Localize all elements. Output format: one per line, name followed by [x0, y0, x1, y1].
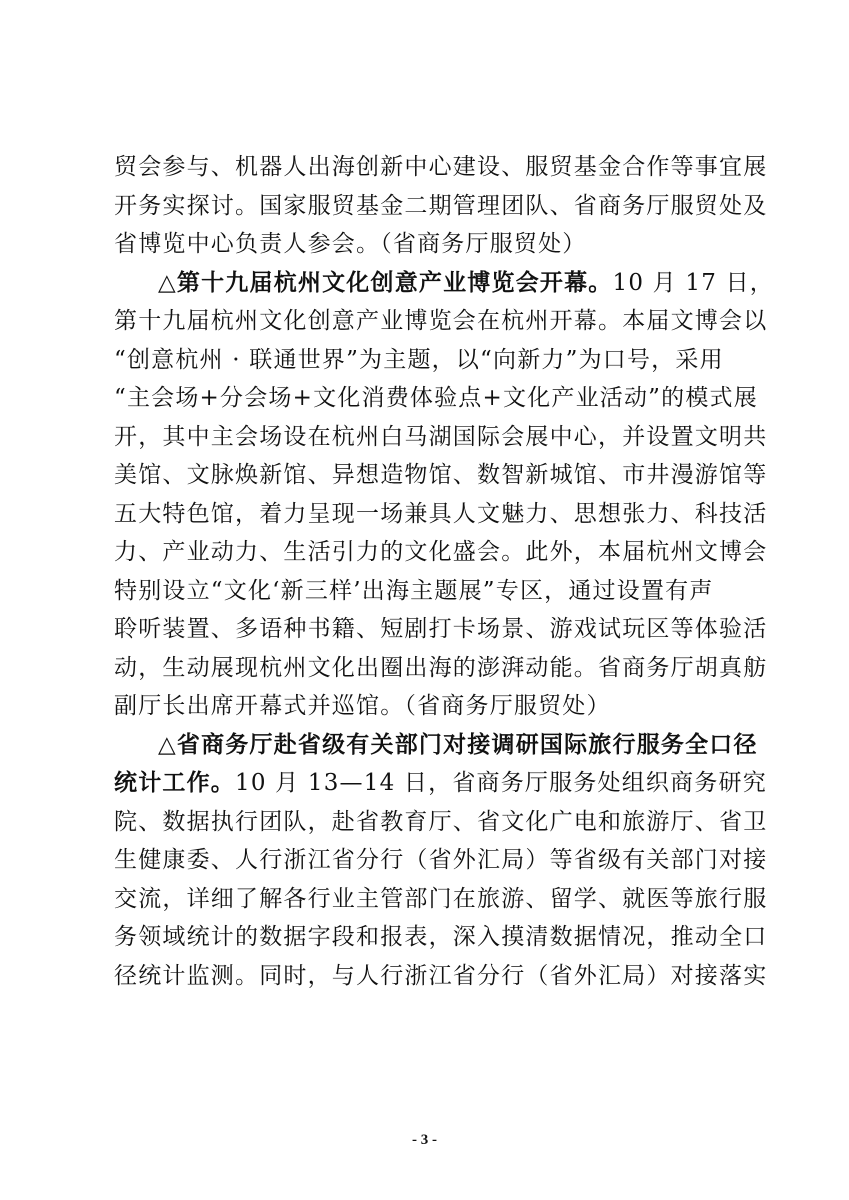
paragraph-2-line-12: 副厅长出席开幕式并巡馆。（省商务厅服贸处）: [114, 693, 611, 719]
paragraph-2-line-8: 力、产业动力、生活引力的文化盛会。此外，本届杭州文博会: [114, 539, 768, 565]
paragraph-1-line-2: 开务实探讨。国家服贸基金二期管理团队、省商务厅服贸处及: [114, 192, 768, 219]
page-number: - 3 -: [412, 1132, 437, 1148]
paragraph-3-line-2: [114, 764, 767, 803]
paragraph-2-heading: △第十九届杭州文化创意产业博览会开幕。: [158, 269, 613, 296]
paragraph-3-heading-line-1: △省商务厅赴省级有关部门对接调研国际旅行服务全口径: [158, 731, 758, 758]
paragraph-2-line-10: 聆听装置、多语种书籍、短剧打卡场景、游戏试玩区等体验活: [114, 616, 768, 642]
paragraph-1-line-3: 省博览中心负责人参会。（省商务厅服贸处）: [114, 231, 587, 257]
paragraph-3-line-3: 院、数据执行团队，赴省教育厅、省文化广电和旅游厅、省卫: [114, 808, 768, 835]
paragraph-2-line-3: “创意杭州 · 联通世界”为主题，以“向新力”为口号，采用: [114, 346, 724, 373]
paragraph-2-line-11: 动，生动展现杭州文化出圈出海的澎湃动能。省商务厅胡真舫: [114, 654, 768, 681]
paragraph-3-heading-line-2: 统计工作。: [114, 770, 235, 796]
paragraph-3-line-7: 径统计监测。同时，与人行浙江省分行（省外汇局）对接落实: [114, 962, 768, 989]
paragraph-2-line-4: “主会场+分会场+文化消费体验点+文化产业活动”的模式展: [114, 385, 758, 411]
paragraph-3-date: 10 月 13—14 日，省商务厅服务处组织商务研究: [235, 770, 767, 796]
paragraph-2-line-1: [114, 264, 774, 303]
document-body: [114, 148, 774, 995]
paragraph-2-line-5: 开，其中主会场设在杭州白马湖国际会展中心，并设置文明共: [114, 423, 768, 450]
paragraph-2-line-9: 特别设立“文化‘新三样’出海主题展”专区，通过设置有声: [114, 577, 714, 604]
paragraph-1-line-1: 贸会参与、机器人出海创新中心建设、服贸基金合作等事宜展: [114, 154, 768, 180]
paragraph-2-line-6: 美馆、文脉焕新馆、异想造物馆、数智新城馆、市井漫游馆等: [114, 462, 768, 488]
paragraph-2-line-7: 五大特色馆，着力呈现一场兼具人文魅力、思想张力、科技活: [114, 500, 768, 527]
paragraph-3-line-4: 生健康委、人行浙江省分行（省外汇局）等省级有关部门对接: [114, 847, 768, 873]
paragraph-2-date: 10 月 17 日，: [612, 269, 774, 296]
paragraph-2-line-2: 第十九届杭州文化创意产业博览会在杭州开幕。本届文博会以: [114, 308, 768, 334]
paragraph-3-line-5: 交流，详细了解各行业主管部门在旅游、留学、就医等旅行服: [114, 885, 768, 912]
paragraph-3-line-6: 务领域统计的数据字段和报表，深入摸清数据情况，推动全口: [114, 924, 768, 950]
